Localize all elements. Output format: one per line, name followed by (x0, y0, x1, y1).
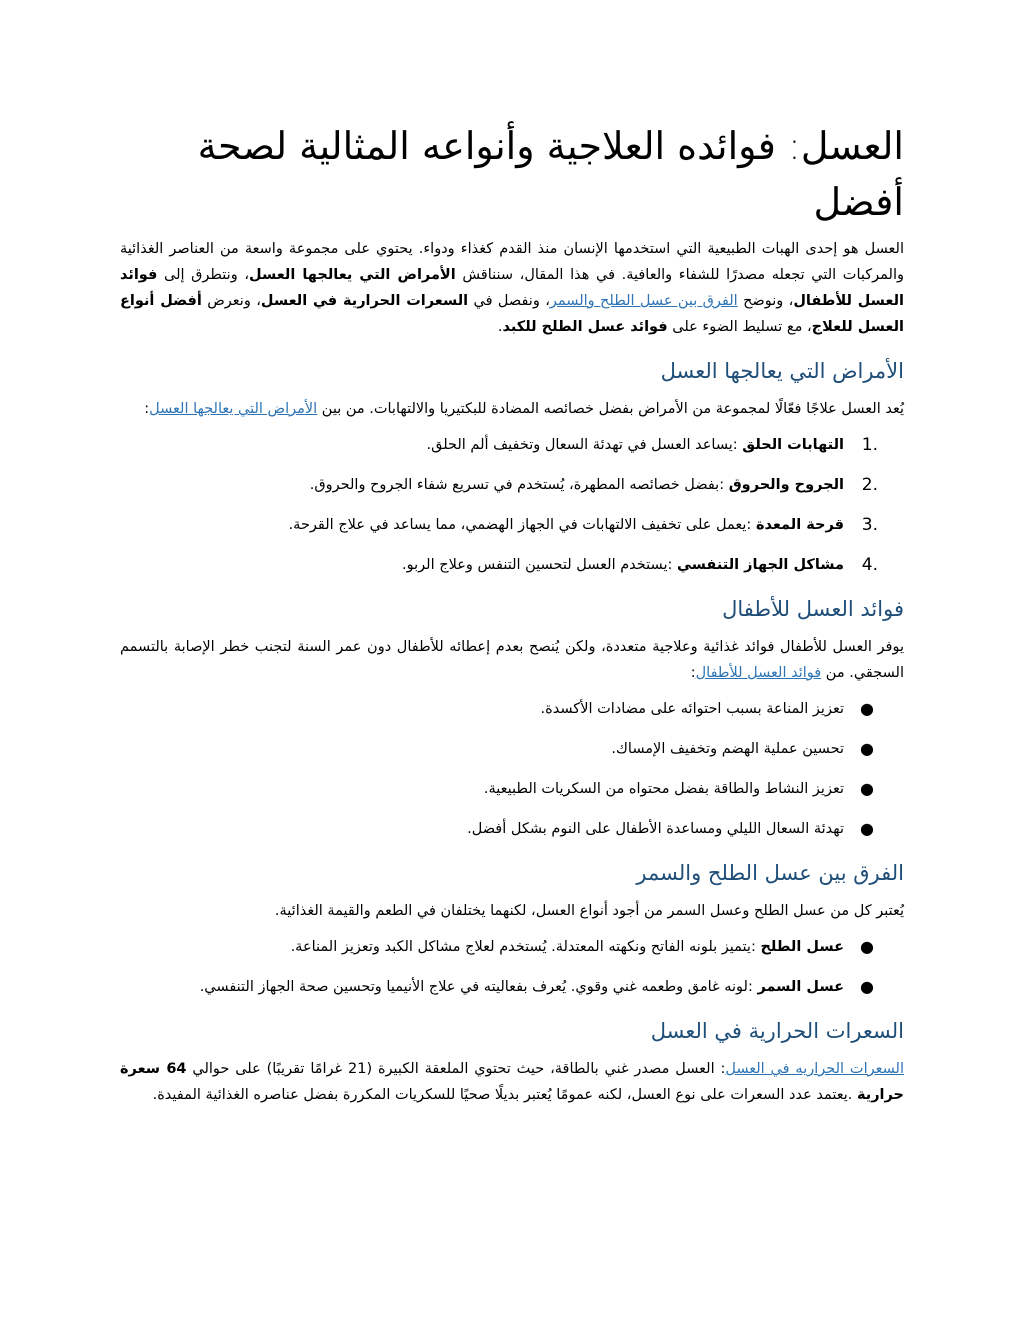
item-text: تهدئة السعال الليلي ومساعدة الأطفال على النوم بشكل أفضل. (467, 821, 844, 837)
intro-bold: أفضل أنواع العسل للعلاج (120, 293, 904, 335)
calories-link[interactable]: السعرات الحراريه في العسل (725, 1061, 904, 1077)
list-number: 3. (861, 515, 878, 535)
list-item (120, 776, 904, 802)
diseases-paragraph (120, 396, 904, 422)
section-heading-diseases: الأمراض التي يعالجها العسل (660, 359, 904, 383)
list-item (120, 934, 904, 960)
item-text: :لونه غامق وطعمه غني وقوي. يُعرف بفعاليته في علاج الأنيميا وتحسين صحة الجهاز التنفسي. (199, 979, 758, 995)
intro-text: ، ونوضح (737, 293, 794, 309)
intro-text: . (497, 319, 503, 335)
diseases-colon: : (144, 401, 150, 417)
bullet-icon: ● (860, 699, 874, 718)
bullet-icon: ● (860, 739, 874, 758)
calories-text: : العسل مصدر غني بالطاقة، حيث تحتوي الملعقة الكبيرة (21 غرامًا تقريبًا) على حوالي (186, 1061, 726, 1077)
bullet-icon: ● (860, 779, 874, 798)
list-number: 1. (861, 435, 878, 455)
item-text: :يستخدم العسل لتحسين التنفس وعلاج الربو. (402, 557, 677, 573)
item-label: قرحة المعدة (755, 517, 844, 533)
list-number: 4. (861, 555, 878, 575)
intro-text: العسل هو إحدى الهبات الطبيعية التي استخدمها الإنسان منذ القدم كغذاء ودواء. يحتوي على مجموعة واسعة من العناصر الغذائية والمركبات التي تجعله مصدرًا للشفاء والعافية. في هذا المقال، سنناقش (120, 241, 904, 283)
difference-paragraph: يُعتبر كل من عسل الطلح وعسل السمر من أجود أنواع العسل، لكنهما يختلفان في الطعم والقيمة الغذائية. (274, 903, 904, 919)
calories-text: .يعتمد عدد السعرات على نوع العسل، لكنه عمومًا يُعتبر بديلًا صحيًا للسكريات المكررة بفضل عناصره الغذائية المفيدة. (152, 1087, 857, 1103)
intro-text: ، مع تسليط الضوء على (667, 319, 812, 335)
bullet-icon: ● (860, 977, 874, 996)
children-paragraph (120, 634, 904, 686)
calories-bold: 64 سعرة حرارية (120, 1061, 904, 1103)
list-item (120, 512, 904, 538)
item-label: مشاكل الجهاز التنفسي (677, 557, 844, 573)
item-text: :بفضل خصائصه المطهرة، يُستخدم في تسريع شفاء الجروح والحروق. (309, 477, 729, 493)
item-text: تعزيز النشاط والطاقة بفضل محتواه من السكريات الطبيعية. (483, 781, 844, 797)
list-item (120, 974, 904, 1000)
children-text: يوفر العسل للأطفال فوائد غذائية وعلاجية متعددة، ولكن يُنصح بعدم إعطائه للأطفال دون عمر السنة لتجنب خطر الإصابة بالتسمم السجقي. من (120, 639, 904, 681)
diseases-link[interactable]: الأمراض التي يعالجها العسل (149, 401, 318, 417)
list-number: 2. (861, 475, 878, 495)
section-heading-children: فوائد العسل للأطفال (722, 597, 904, 621)
intro-bold: الأمراض التي يعالجها العسل (249, 267, 456, 283)
item-text: :يتميز بلونه الفاتح ونكهته المعتدلة. يُستخدم لعلاج مشاكل الكبد وتعزيز المناعة. (290, 939, 761, 955)
intro-bold: السعرات الحرارية في العسل (260, 293, 469, 309)
intro-bold: فوائد عسل الطلح للكبد (502, 319, 668, 335)
diseases-list (120, 432, 904, 578)
list-item (120, 552, 904, 578)
section-heading-difference: الفرق بين عسل الطلح والسمر (636, 861, 904, 885)
item-text: :يعمل على تخفيف الالتهابات في الجهاز الهضمي، مما يساعد في علاج القرحة. (288, 517, 756, 533)
calories-paragraph (120, 1056, 904, 1108)
page-title: العسل: فوائده العلاجية وأنواعه المثالية لصحة أفضل (197, 124, 904, 224)
children-list (120, 696, 904, 842)
list-item (120, 696, 904, 722)
item-text: تعزيز المناعة بسبب احتوائه على مضادات الأكسدة. (540, 701, 844, 717)
item-text: تحسين عملية الهضم وتخفيف الإمساك. (611, 741, 844, 757)
intro-text: ، ونفصل في (468, 293, 550, 309)
list-item (120, 816, 904, 842)
intro-link-difference[interactable]: الفرق بين عسل الطلح والسمر (549, 293, 738, 309)
item-label: عسل السمر (757, 979, 844, 995)
item-label: الجروح والحروق (728, 477, 844, 493)
section-heading-calories: السعرات الحرارية في العسل (650, 1019, 904, 1043)
list-item (120, 472, 904, 498)
intro-text: ، ونتطرق إلى (157, 267, 250, 283)
item-label: عسل الطلح (760, 939, 844, 955)
children-colon: : (690, 665, 696, 681)
item-text: :يساعد العسل في تهدئة السعال وتخفيف ألم الحلق. (426, 437, 743, 453)
diseases-text: يُعد العسل علاجًا فعّالًا لمجموعة من الأمراض بفضل خصائصه المضادة للبكتيريا والالتهابات. من بين (317, 401, 904, 417)
document-page (120, 118, 904, 1108)
item-label: التهابات الحلق (742, 437, 844, 453)
list-item (120, 432, 904, 458)
difference-list (120, 934, 904, 1000)
bullet-icon: ● (860, 819, 874, 838)
list-item (120, 736, 904, 762)
intro-text: ، ونعرض (201, 293, 261, 309)
intro-paragraph (120, 236, 904, 340)
intro-bold: فوائد العسل للأطفال (120, 267, 905, 309)
bullet-icon: ● (860, 937, 874, 956)
children-link[interactable]: فوائد العسل للأطفال (695, 665, 822, 681)
